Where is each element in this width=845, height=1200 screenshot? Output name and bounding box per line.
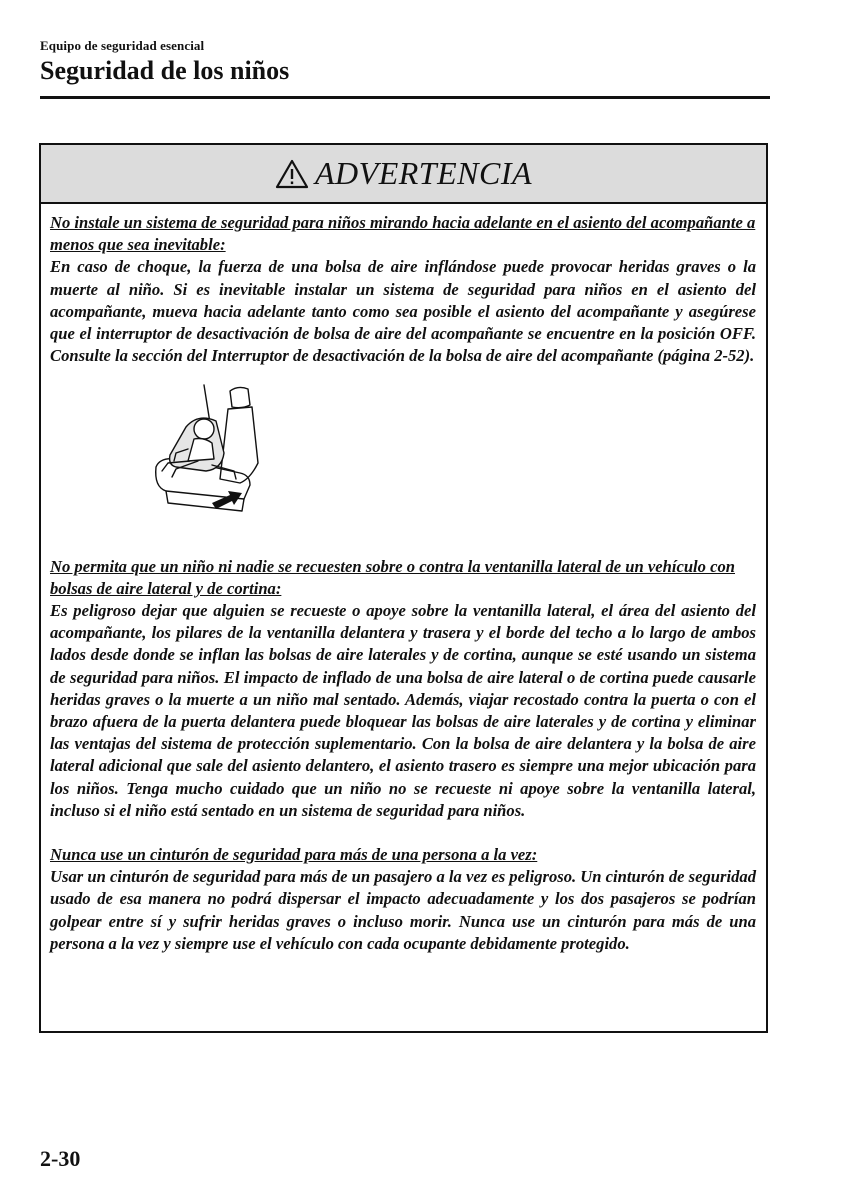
warning-header bbox=[41, 145, 766, 204]
warning-block bbox=[50, 212, 756, 367]
title-rule bbox=[40, 96, 770, 99]
warning-block-heading: No permita que un niño ni nadie se recuesten sobre o contra la ventanilla lateral de un vehículo con bolsas de aire lateral y de cortina: bbox=[50, 556, 735, 598]
warning-block-text: Usar un cinturón de seguridad para más de un pasajero a la vez es peligroso. Un cinturón de seguridad usado de esa manera no podrá dispersar el impacto adecuadamente y los dos pasajeros se podrían golpear entre sí y sufrir heridas graves o incluso morir. Nunca use un cinturón para más de una persona a la vez y siempre use el vehículo con cada ocupante debidamente protegido. bbox=[50, 867, 756, 953]
warning-block bbox=[50, 556, 756, 822]
warning-heading: ADVERTENCIA bbox=[314, 155, 533, 191]
warning-box bbox=[39, 143, 768, 1033]
warning-body bbox=[41, 204, 766, 955]
page-number: 2-30 bbox=[40, 1146, 81, 1171]
warning-block-text: Es peligroso dejar que alguien se recueste o apoye sobre la ventanilla lateral, el área del asiento del acompañante, los pilares de la ventanilla delantera y trasera y el borde del techo a lo largo de ambos lados desde donde se inflan las bolsas de aire laterales y de cortina, aunque se esté usando un sistema de seguridad para niños. El impacto de inflado de una bolsa de aire lateral o de cortina puede causarle heridas graves o la muerte a un niño mal sentado. Además, viajar recostado contra la puerta o con el brazo afuera de la puerta delantera puede bloquear las bolsas de aire laterales y de cortina y eliminar las ventajas del sistema de protección suplementario. Con la bolsa de aire delantera y la bolsa de aire lateral adicional que sale del asiento delantero, el asiento trasero es siempre una mejor ubicación para los niños. Tenga mucho cuidado que un niño no se recueste ni apoye sobre la ventanilla lateral, incluso si el niño está sentado en un sistema de seguridad para niños. bbox=[50, 601, 756, 820]
warning-block-heading: Nunca use un cinturón de seguridad para más de una persona a la vez: bbox=[50, 845, 538, 865]
warning-block-text: En caso de choque, la fuerza de una bolsa de aire inflándose puede provocar heridas graves o la muerte al niño. Si es inevitable instalar un sistema de seguridad para niños en el asiento del acompañante, mueva hacia adelante tanto como sea posible el asiento del acompañante y asegúrese que el interruptor de desactivación de bolsa de aire del acompañante se encuentre en la posición OFF. Consulte la sección del Interruptor de desactivación de la bolsa de aire del acompañante (página 2-52). bbox=[50, 257, 756, 366]
child-seat-illustration bbox=[146, 383, 266, 523]
section-label: Equipo de seguridad esencial bbox=[40, 38, 205, 53]
page-title: Seguridad de los niños bbox=[40, 56, 290, 85]
warning-block-heading: No instale un sistema de seguridad para niños mirando hacia adelante en el asiento del acompañante a menos que sea inevitable: bbox=[50, 213, 756, 255]
warning-triangle-icon bbox=[275, 159, 309, 189]
block-spacer bbox=[50, 822, 756, 844]
warning-block bbox=[50, 844, 756, 955]
